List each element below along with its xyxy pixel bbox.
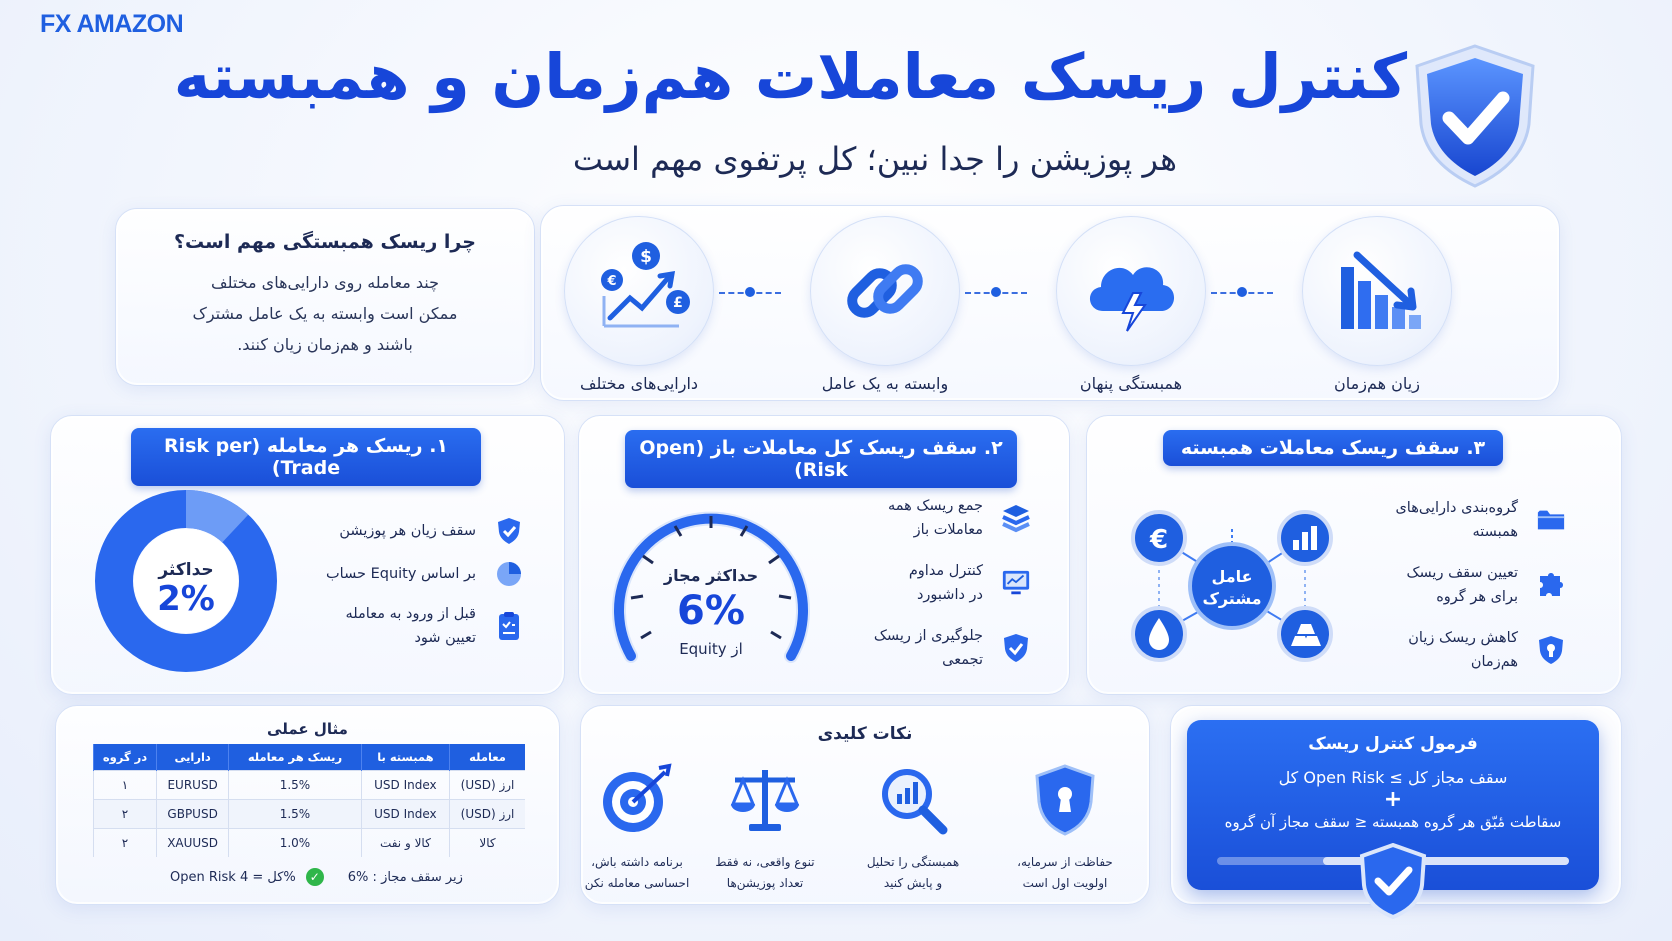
bullet-text: برای هر گروه bbox=[1436, 589, 1518, 605]
shield-check-icon bbox=[1001, 633, 1031, 663]
falling-bars-icon bbox=[1327, 241, 1427, 341]
bullet-item bbox=[888, 494, 1031, 542]
table-row bbox=[94, 828, 526, 857]
tip-text: تنوع واقعی، نه فقط bbox=[715, 855, 815, 869]
shield-lock-icon bbox=[1536, 635, 1566, 665]
table-cell: GBPUSD bbox=[157, 799, 229, 828]
example-footer-left: Open Risk کل = 4% bbox=[170, 869, 296, 885]
bullet-text: جلوگیری از ریسک bbox=[873, 628, 983, 644]
table-header: ریسک هر معامله bbox=[229, 744, 362, 770]
bullet-text: جمع ریسک همه bbox=[887, 498, 983, 514]
hub-label: مشترک bbox=[1202, 589, 1262, 608]
gauge-chart bbox=[601, 496, 821, 676]
bullet-text: گروه‌بندی دارایی‌های bbox=[1395, 500, 1518, 516]
table-cell: USD Index bbox=[361, 770, 449, 799]
bullet-item bbox=[909, 559, 1031, 607]
pie-chart-icon bbox=[494, 559, 524, 589]
formula-line-3: سقاطت مٔبّق هر گروه همبسته ≤ سقف مجاز آن گروه bbox=[1224, 813, 1562, 831]
correlated-risk-panel bbox=[1086, 415, 1622, 695]
flow-label: زیان هم‌زمان bbox=[1334, 374, 1420, 393]
why-line-1: چند معامله روی دارایی‌های مختلف bbox=[211, 273, 439, 292]
brand-logo: FX AMAZON bbox=[40, 10, 184, 38]
svg-text:£: £ bbox=[673, 295, 683, 311]
example-title: مثال عملی bbox=[267, 720, 348, 738]
tip-text: احساسی معامله نکن bbox=[584, 876, 690, 890]
why-line-3: باشند و هم‌زمان زیان کنند. bbox=[237, 335, 413, 354]
bar-chart-icon bbox=[1279, 512, 1331, 564]
panel-title: ۱. ریسک هر معامله (Risk per Trade) bbox=[131, 428, 481, 486]
svg-text:€: € bbox=[1149, 525, 1169, 555]
bullet-text: تعیین شود bbox=[414, 630, 476, 646]
panel-title: ۲. سقف ریسک کل معاملات باز (Open Risk) bbox=[625, 430, 1017, 488]
flow-item-factor bbox=[805, 216, 965, 393]
page-title: کنترل ریسک معاملات هم‌زمان و همبسته bbox=[173, 40, 1407, 113]
flow-label: دارایی‌های مختلف bbox=[579, 374, 699, 393]
tip-text: حفاظت از سرمایه، bbox=[1017, 855, 1113, 869]
table-cell: 1.5% bbox=[229, 799, 362, 828]
bullet-text: بر اساس Equity حساب bbox=[326, 566, 476, 582]
bullet-text: تعیین سقف ریسک bbox=[1406, 565, 1518, 581]
gauge-sub: از Equity bbox=[679, 640, 743, 658]
flow-dot bbox=[745, 287, 755, 297]
table-row bbox=[94, 799, 526, 828]
why-line-2: ممکن است وابسته به یک عامل مشترک bbox=[192, 304, 458, 323]
balance-scale-icon bbox=[727, 764, 803, 836]
example-footer bbox=[170, 868, 463, 886]
tip-text: برنامه داشته باش، bbox=[591, 855, 683, 869]
table-cell: ارز (USD) bbox=[450, 770, 525, 799]
tip-text: تعداد پوزیشن‌ها bbox=[726, 876, 804, 890]
svg-text:€: € bbox=[607, 274, 617, 289]
tip-item bbox=[567, 760, 707, 894]
gold-bars-icon bbox=[1279, 608, 1331, 660]
table-cell: USD Index bbox=[361, 799, 449, 828]
table-cell: XAUUSD bbox=[157, 828, 229, 857]
flow-label: همبستگی پنهان bbox=[1079, 374, 1183, 393]
formula-line-1: سقف مجاز کل ≥ Open Risk کل bbox=[1278, 768, 1508, 787]
tips-title: نکات کلیدی bbox=[817, 724, 913, 744]
example-footer-right: 6% : زیر سقف مجاز bbox=[347, 869, 463, 885]
bullet-item bbox=[1408, 626, 1566, 674]
table-cell: کالا bbox=[450, 828, 525, 857]
keyhole-shield-icon bbox=[1033, 764, 1097, 836]
chain-link-icon bbox=[835, 241, 935, 341]
bullet-text: قبل از ورود به معامله bbox=[345, 606, 476, 622]
flow-dot bbox=[991, 287, 1001, 297]
bullet-text: سقف زیان هر پوزیشن bbox=[339, 523, 476, 539]
bullet-text: کنترل مداوم bbox=[908, 563, 983, 579]
bullet-item bbox=[1395, 496, 1566, 544]
donut-label: حداکثر bbox=[158, 560, 214, 580]
why-correlation-card bbox=[115, 208, 535, 386]
example-table bbox=[93, 744, 525, 857]
target-icon bbox=[599, 762, 675, 838]
bullet-item bbox=[1407, 561, 1566, 609]
stack-layers-icon bbox=[1001, 503, 1031, 533]
tip-text: اولویت اول است bbox=[1022, 876, 1108, 890]
storm-cloud-icon bbox=[1079, 241, 1183, 341]
folder-icon bbox=[1536, 505, 1566, 535]
bullet-text: در داشبورد bbox=[916, 587, 983, 603]
table-cell: 1.5% bbox=[229, 770, 362, 799]
bullet-text: هم‌زمان bbox=[1470, 654, 1518, 670]
panel-title: ۳. سقف ریسک معاملات همبسته bbox=[1163, 430, 1503, 466]
tip-text: همبستگی را تحلیل bbox=[866, 855, 960, 869]
check-circle-icon: ✓ bbox=[306, 868, 324, 886]
donut-value: 2% bbox=[157, 579, 215, 619]
bullet-text: کاهش ریسک زیان bbox=[1408, 630, 1518, 646]
gauge-value: 6% bbox=[677, 588, 745, 634]
correlation-flow bbox=[540, 205, 1560, 401]
gauge-label: حداکثر مجاز bbox=[663, 566, 759, 585]
open-risk-panel bbox=[578, 415, 1070, 695]
table-header: همبسته با bbox=[361, 744, 449, 770]
bullet-text: همبسته bbox=[1472, 524, 1518, 540]
svg-text:$: $ bbox=[640, 247, 652, 267]
checklist-icon bbox=[494, 611, 524, 641]
shield-check-icon bbox=[1405, 40, 1545, 190]
table-cell: 1.0% bbox=[229, 828, 362, 857]
table-row bbox=[94, 770, 526, 799]
dashboard-monitor-icon bbox=[1001, 568, 1031, 598]
correlation-network bbox=[1107, 486, 1357, 686]
formula-title: فرمول کنترل ریسک bbox=[1308, 734, 1478, 754]
bullet-item bbox=[339, 516, 524, 546]
donut-chart bbox=[91, 486, 281, 676]
tip-item bbox=[995, 760, 1135, 894]
table-cell: ۲ bbox=[94, 799, 157, 828]
magnifier-chart-icon bbox=[877, 764, 949, 836]
tip-item bbox=[695, 760, 835, 894]
table-cell: ۲ bbox=[94, 828, 157, 857]
table-header: در گروه bbox=[94, 744, 157, 770]
tip-item bbox=[843, 760, 983, 894]
flow-item-loss bbox=[1297, 216, 1457, 393]
tip-text: و پایش کنید bbox=[883, 876, 943, 890]
bullet-item bbox=[874, 624, 1031, 672]
shield-check-icon bbox=[494, 516, 524, 546]
risk-per-trade-panel bbox=[50, 415, 565, 695]
bullet-text: تجمعی bbox=[942, 652, 983, 668]
flow-item-hidden bbox=[1051, 216, 1211, 393]
shield-check-icon bbox=[1358, 843, 1428, 919]
page-subtitle: هر پوزیشن را جدا نبین؛ کل پرتفوی مهم است bbox=[572, 140, 1177, 178]
hub-label: عامل bbox=[1211, 567, 1253, 586]
flow-label: وابسته به یک عامل bbox=[821, 374, 949, 393]
currency-assets-icon bbox=[584, 236, 694, 346]
table-cell: کالا و نفت bbox=[361, 828, 449, 857]
table-cell: ارز (USD) bbox=[450, 799, 525, 828]
bullet-text: معاملات باز bbox=[913, 522, 983, 538]
table-cell: EURUSD bbox=[157, 770, 229, 799]
flow-item-assets bbox=[559, 216, 719, 393]
bullet-item bbox=[345, 602, 524, 650]
oil-drop-icon bbox=[1133, 608, 1185, 660]
table-cell: ۱ bbox=[94, 770, 157, 799]
formula-plus: + bbox=[1383, 787, 1403, 812]
euro-icon bbox=[1133, 512, 1185, 564]
table-header: دارایی bbox=[157, 744, 229, 770]
flow-dot bbox=[1237, 287, 1247, 297]
bullet-item bbox=[326, 559, 524, 589]
table-header: معامله bbox=[450, 744, 525, 770]
why-title: چرا ریسک همبستگی مهم است؟ bbox=[174, 231, 476, 253]
puzzle-icon bbox=[1536, 570, 1566, 600]
